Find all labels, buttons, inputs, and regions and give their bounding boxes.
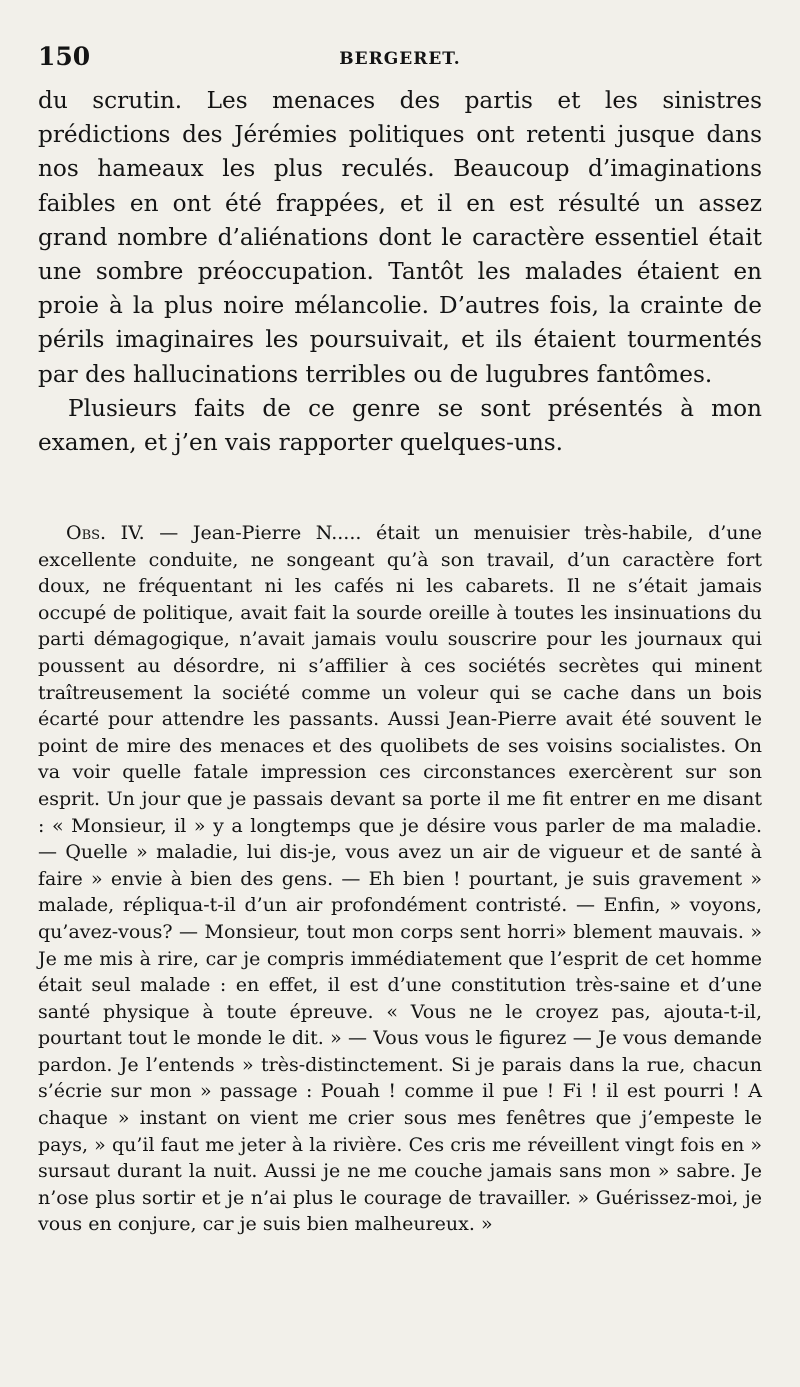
observation-block [38, 520, 762, 1238]
paragraph-continuation: du scrutin. Les menaces des partis et les sinistres prédictions des Jérémies politiques ont retenti jusque dans nos hameaux les plus reculés. Beaucoup d’imaginations faibles en ont été frappées, et il en est résulté un assez grand nombre d’aliénations dont le caractère essentiel était une sombre préoccupation. Tantôt les malades étaient en proie à la plus noire mélancolie. D’autres fois, la crainte de périls imaginaires les poursuivait, et ils étaient tourmentés par des hallucinations terribles ou de lugubres fantômes. [38, 87, 762, 388]
observation-text: — Jean-Pierre N..... était un menuisier très-habile, d’une excellente conduite, ne songeant qu’à son travail, d’un caractère fort doux, ne fréquentant ni les cafés ni les cabarets. Il ne s’était jamais occupé de politique, avait fait la sourde oreille à toutes les insinuations du parti démagogique, n’avait jamais voulu souscrire pour les journaux qui poussent au désordre, ni s’affilier à ces sociétés secrètes qui minent traîtreusement la société comme un voleur qui se cache dans un bois écarté pour attendre les passants. Aussi Jean-Pierre avait été souvent le point de mire des menaces et des quolibets de ses voisins socialistes. On va voir quelle fatale impression ces circonstances exercèrent sur son esprit. Un jour que je passais devant sa porte il me fit entrer en me disant : « Monsieur, il » y a longtemps que je désire vous parler de ma maladie. — Quelle » maladie, lui dis-je, vous avez un air de vigueur et de santé à faire » envie à bien des gens. — Eh bien ! pourtant, je suis gravement » malade, répliqua-t-il d’un air profondément contristé. — Enfin, » voyons, qu’avez-vous? — Monsieur, tout mon corps sent horri» blement mauvais. » Je me mis à rire, car je compris immédiatement que l’esprit de cet homme était seul malade : en effet, il est d’une constitution très-saine et d’une santé physique à toute épreuve. « Vous ne le croyez pas, ajouta-t-il, pourtant tout le monde le dit. » — Vous vous le figurez — Je vous demande pardon. Je l’entends » très-distinctement. Si je parais dans la rue, chacun s’écrie sur mon » passage : Pouah ! comme il pue ! Fi ! il est pourri ! A chaque » instant on vient me crier sous mes fenêtres que j’empeste le pays, » qu’il faut me jeter à la rivière. Ces cris me réveillent vingt fois en » sursaut durant la nuit. Aussi je ne me couche jamais sans mon » sabre. Je n’ose plus sortir et je n’ai plus le courage de travailler. » Guérissez-moi, je vous en conjure, car je suis bien malheureux. » [38, 522, 762, 1236]
observation-label: Obs. IV. [66, 522, 145, 544]
paragraph-intro: Plusieurs faits de ce genre se sont présentés à mon examen, et j’en vais rapporter quelques-uns. [38, 394, 762, 457]
page-header [38, 42, 762, 78]
main-text [38, 84, 762, 460]
page-number: 150 [38, 42, 91, 71]
running-title: BERGERET. [339, 49, 461, 69]
observation-paragraph [38, 520, 762, 1238]
